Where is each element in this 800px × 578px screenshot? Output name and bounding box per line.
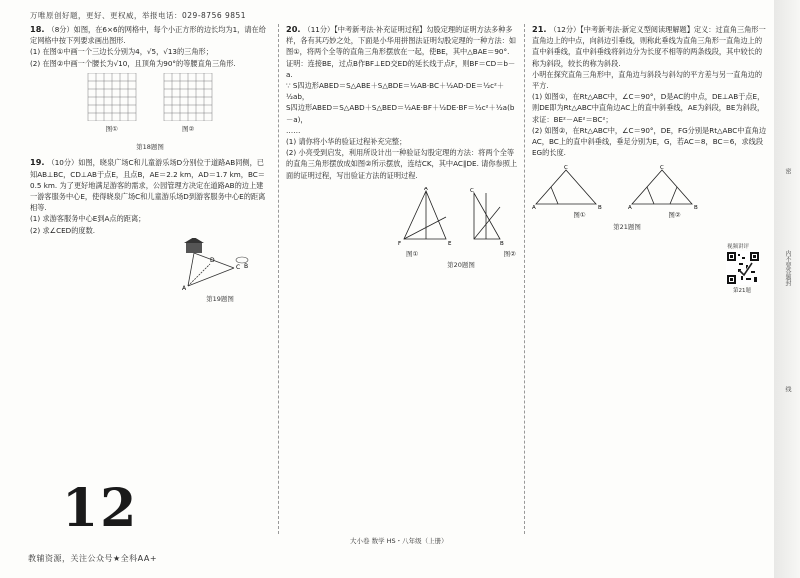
q20-fig1-label: 图①	[406, 249, 419, 258]
q18-stem: 18. （8分）如图，在6×6的网格中，每个小正方形的边长均为1，请在给定网格中按下列要求画出图形.	[30, 24, 266, 46]
qr-code-icon[interactable]	[726, 251, 760, 285]
svg-text:C: C	[236, 263, 241, 271]
column-divider-1	[278, 24, 279, 534]
column-divider-2	[524, 24, 525, 534]
svg-text:C: C	[660, 165, 664, 172]
q21-part2: (2) 如图②，在Rt△ABC中，∠C＝90°，DE，FG分别是Rt△ABC中直角边AC，BC上的直中斜垂线，垂足分别为E，G，若AC＝8，BC＝6，求线段EG的长度.	[532, 125, 767, 158]
q18-figures	[30, 73, 270, 134]
q20-stem: 20. （11分）【中考新考法·补充证明过程】勾股定理的证明方法多种多样，各有其巧妙之处，下面是小华用拼图法证明勾股定理的一种方法：如图①，将两个全等的直角三角形摆放在一起，使BE，其中△BAE＝90°.	[286, 24, 517, 57]
q20-proof-3: S四边形ABED＝S△ABD＋S△BED＝½AE·BF＋½DE·BF＝½c²＋½a(b－a)，	[286, 103, 515, 124]
q20-part2: (2) 小亮受到启发，利用所设计出一种验证勾股定理的方法：将两个全等的直角三角形摆放成如图②所示摆放，连结CK，其中AC∥DE. 请你参照上面的证明过程，写出验证方法的证明过程.	[286, 148, 518, 180]
svg-text:E: E	[448, 240, 452, 247]
column-right	[532, 24, 768, 233]
q19-figure	[180, 238, 260, 294]
svg-text:C: C	[564, 165, 568, 172]
q20-proof-1: 证明：连接BE，过点B作BF⊥ED交ED的延长线于点F，则BF＝CD＝b－a.	[286, 58, 516, 79]
svg-text:D: D	[210, 256, 215, 264]
qr-sub-label: 第21题	[733, 288, 751, 294]
q21-figures	[532, 164, 722, 210]
svg-text:F: F	[398, 240, 402, 247]
q21-caption: 第21题图	[613, 222, 641, 231]
svg-text:A: A	[628, 205, 632, 211]
q21-fig-labels	[532, 210, 722, 221]
svg-text:B: B	[694, 205, 698, 211]
q19-part2: (2) 求∠CED的度数.	[30, 225, 96, 235]
q21-triangles	[532, 164, 722, 210]
grid-figure-2	[161, 73, 215, 121]
q18-grid-1	[85, 73, 139, 134]
building-icon	[186, 242, 202, 253]
q20-fig2-label: 图②	[503, 249, 516, 258]
q18-part2: (2) 在图②中画一个腰长为√10，且顶角为90°的等腰直角三角形.	[30, 58, 236, 68]
q21-number: 21.	[532, 24, 547, 34]
q19-number: 19.	[30, 157, 45, 168]
svg-text:C: C	[470, 187, 474, 194]
side-instruction: 内不要答题	[784, 250, 791, 280]
footer-promo: 教辅资源，关注公众号★全科AA+	[28, 554, 158, 563]
q21-fig1-label: 图①	[573, 211, 586, 220]
q19-stem: 19. （10分）如图，晓泉广场C和儿童游乐场D分别位于道路AB同侧，已知AB⊥BC，CD⊥AB于点E，且点B，AE＝2.2 km，AD＝1.7 km，BC＝0.5 km. 为了更好地满足游客的需求，公园管理方决定在道路AB的边上建一游客服务中心E，使得晓泉广场C和儿童游乐场D到游客服务中心E的距离相等.	[30, 157, 266, 213]
footer-book-title: 大小卷 数学 HS・八年级（上册）	[350, 537, 448, 545]
q21-part1: (1) 如图①，在Rt△ABC中，∠C＝90°，D是AC的中点，DE⊥AB于点E，则DE即为Rt△ABC中直角边AC上的直中斜垂线，AE为斜段，BE为斜段，求证：BE²－AE²＝BC²；	[532, 92, 765, 124]
seal-char-2: 封	[784, 280, 791, 286]
svg-text:A: A	[532, 205, 536, 211]
q20-proof-4: ……	[286, 125, 301, 135]
q21-stem: 21. （12分）【中考新考法·新定义型阅读理解题】定义：过直角三角形一直角边上的中点，向斜边引垂线，则称此垂线为直角三角形一直角边上的直中斜垂线，直中斜垂线将斜边分为长度不相等的两条线段，其中较长的称为斜段，较长的称为斜段.	[532, 24, 766, 68]
page-number: 12	[62, 478, 139, 539]
q20-fig-labels	[406, 249, 516, 260]
grid-figure-1	[85, 73, 139, 121]
svg-text:A: A	[424, 186, 428, 192]
seal-char-1: 密	[784, 168, 791, 174]
park-diagram	[180, 238, 260, 294]
roof-shape	[184, 238, 204, 243]
svg-text:B: B	[598, 205, 602, 211]
svg-text:B: B	[500, 240, 504, 247]
q18-caption: 第18题图	[136, 143, 164, 152]
q20-part1: (1) 请你将小华的验证过程补充完整；	[286, 137, 407, 147]
q21-fig2-label: 图②	[668, 211, 681, 220]
svg-text:B: B	[244, 262, 249, 270]
column-middle	[286, 24, 518, 271]
header-note: 万唯原创好题，更好、更权威，举报电话：029-8756 9851	[30, 11, 247, 20]
seal-char-3: 线	[784, 386, 791, 392]
q20-number: 20.	[286, 24, 301, 34]
q19-caption: 第19题图	[206, 294, 234, 303]
q20-caption: 第20题图	[447, 261, 475, 270]
binding-strip	[774, 0, 800, 578]
q18-number: 18.	[30, 24, 45, 34]
q18-fig1-label: 图①	[105, 125, 118, 134]
column-left	[30, 24, 270, 305]
q19-part1: (1) 求游客服务中心E到A点的距离；	[30, 214, 146, 224]
q21-stem-2: 小明在探究直角三角形中，直角边与斜段与斜勾的平方差与另一直角边的平方.	[532, 69, 763, 91]
q18-fig2-label: 图②	[181, 125, 195, 134]
svg-text:A: A	[182, 284, 187, 292]
q18-part1: (1) 在图①中画一个三边长分别为4，√5，√13的三角形；	[30, 47, 213, 57]
q20-proof-2: ∵ S四边形ABED＝S△ABE＋S△BDE＝½AB·BC＋½AD·DE＝½c²＋½ab，	[286, 81, 505, 102]
q20-figures	[396, 187, 516, 249]
qr-label: 视频讲评	[727, 244, 750, 250]
q20-triangles	[396, 187, 516, 249]
q18-grid-2	[161, 73, 215, 134]
